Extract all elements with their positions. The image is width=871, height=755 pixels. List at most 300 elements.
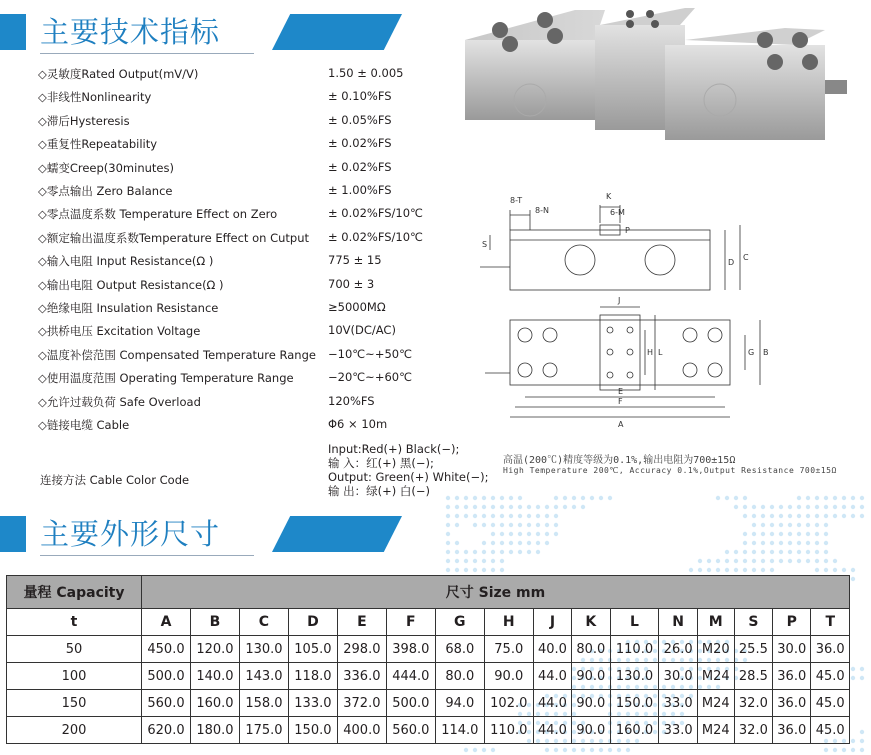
decoration-dot	[698, 559, 702, 563]
decoration-dot	[500, 514, 504, 518]
spec-row	[38, 160, 468, 182]
decoration-dot	[743, 559, 747, 563]
decoration-dot	[860, 496, 864, 500]
decoration-dot	[536, 523, 540, 527]
spec-label: ◇额定输出温度系数Temperature Effect on Cutput	[38, 230, 310, 245]
cable-color-code-label: 连接方法 Cable Color Code	[40, 473, 190, 487]
decoration-dot	[455, 523, 459, 527]
decoration-dot	[761, 559, 765, 563]
decoration-dot	[482, 514, 486, 518]
size-cell: 94.0	[435, 690, 484, 717]
section-marker	[0, 14, 26, 50]
size-cell: 444.0	[386, 663, 435, 690]
spec-label: ◇输入电阻 Input Resistance(Ω )	[38, 254, 214, 269]
decoration-dot	[482, 541, 486, 545]
decoration-dot	[833, 496, 837, 500]
decoration-dot	[806, 523, 810, 527]
decoration-dot	[815, 559, 819, 563]
decoration-dot	[473, 559, 477, 563]
decoration-dot	[743, 532, 747, 536]
decoration-dot	[509, 541, 513, 545]
spec-row	[38, 136, 468, 158]
decoration-dot	[518, 505, 522, 509]
spec-value: ± 0.10%FS	[328, 89, 392, 104]
decoration-dot	[545, 532, 549, 536]
decoration-dot	[509, 505, 513, 509]
decoration-dot	[446, 505, 450, 509]
spec-value: 775 ± 15	[328, 253, 382, 268]
decoration-dot	[446, 550, 450, 554]
divider	[40, 53, 254, 54]
decoration-dot	[446, 523, 450, 527]
dim-label: G	[748, 348, 755, 357]
size-cell: 80.0	[435, 663, 484, 690]
column-header: T	[811, 609, 850, 636]
decoration-dot	[545, 514, 549, 518]
decoration-dot	[482, 748, 486, 752]
size-cell: 110.0	[610, 636, 659, 663]
load-cell-photo	[455, 0, 855, 160]
size-cell: 175.0	[239, 717, 288, 744]
decoration-dot	[482, 568, 486, 572]
spec-value: ± 0.02%FS	[328, 159, 392, 174]
size-cell: 68.0	[435, 636, 484, 663]
decoration-dot	[491, 496, 495, 500]
spec-row	[38, 370, 468, 392]
decoration-dot	[500, 559, 504, 563]
dimension-drawing	[470, 185, 800, 445]
decoration-dot	[752, 532, 756, 536]
decoration-dot	[509, 496, 513, 500]
decoration-dot	[743, 568, 747, 572]
size-cell: 143.0	[239, 663, 288, 690]
decoration-dot	[590, 496, 594, 500]
decoration-dot	[491, 505, 495, 509]
decoration-dot	[572, 748, 576, 752]
spec-value: ± 0.02%FS	[328, 136, 392, 151]
decoration-dot	[842, 505, 846, 509]
decoration-dot	[572, 496, 576, 500]
decoration-dot	[482, 505, 486, 509]
decoration-dot	[770, 559, 774, 563]
decoration-dot	[761, 532, 765, 536]
decoration-dot	[779, 523, 783, 527]
column-header: M	[697, 609, 734, 636]
decoration-dot	[788, 523, 792, 527]
decoration-dot	[806, 514, 810, 518]
decoration-dot	[491, 559, 495, 563]
size-cell: 45.0	[811, 717, 850, 744]
spec-row	[38, 183, 468, 205]
spec-row	[38, 277, 468, 299]
unit-header: t	[7, 609, 142, 636]
dim-label: 6-M	[610, 208, 625, 217]
decoration-dot	[779, 541, 783, 545]
decoration-dot	[860, 514, 864, 518]
decoration-dot	[455, 514, 459, 518]
decoration-dot	[527, 505, 531, 509]
decoration-dot	[743, 541, 747, 545]
dim-label: J	[618, 296, 621, 305]
decoration-dot	[779, 550, 783, 554]
spec-value: 120%FS	[328, 393, 375, 408]
section-header-dimensions	[0, 510, 404, 558]
spec-label: ◇绝缘电阻 Insulation Resistance	[38, 301, 219, 315]
decoration-dot	[716, 496, 720, 500]
size-cell: 560.0	[386, 717, 435, 744]
decoration-dot	[743, 496, 747, 500]
spec-label: ◇输出电阻 Output Resistance(Ω )	[38, 277, 224, 292]
note-chinese: 高温(200℃)精度等级为0.1%,输出电阻为700±15Ω	[503, 455, 736, 466]
table-row	[7, 717, 850, 744]
spec-label: ◇非线性Nonlinearity	[38, 90, 152, 105]
decoration-dot	[536, 505, 540, 509]
spec-value: Φ6 × 10m	[328, 417, 388, 431]
decoration-dot	[518, 541, 522, 545]
section-tab-decoration	[272, 516, 402, 552]
decoration-dot	[509, 523, 513, 527]
decoration-dot	[842, 748, 846, 752]
table-row	[7, 636, 850, 663]
decoration-dot	[806, 541, 810, 545]
size-cell: 180.0	[190, 717, 239, 744]
decoration-dot	[824, 523, 828, 527]
decoration-dot	[815, 568, 819, 572]
size-cell: 140.0	[190, 663, 239, 690]
spec-label: ◇链接电缆 Cable	[38, 418, 130, 432]
decoration-dot	[482, 496, 486, 500]
decoration-dot	[815, 514, 819, 518]
size-cell: 90.0	[572, 717, 610, 744]
decoration-dot	[734, 496, 738, 500]
decoration-dot	[824, 514, 828, 518]
column-header: F	[386, 609, 435, 636]
decoration-dot	[725, 496, 729, 500]
decoration-dot	[491, 748, 495, 752]
decoration-dot	[554, 523, 558, 527]
dim-label: S	[482, 240, 488, 249]
decoration-dot	[797, 532, 801, 536]
decoration-dot	[698, 568, 702, 572]
column-header: H	[484, 609, 533, 636]
decoration-dot	[860, 748, 864, 752]
size-cell: M20	[697, 636, 734, 663]
decoration-dot	[851, 748, 855, 752]
decoration-dot	[527, 532, 531, 536]
dim-label: E	[618, 387, 624, 396]
decoration-dot	[464, 568, 468, 572]
section-header-specs	[0, 8, 404, 56]
decoration-dot	[851, 577, 855, 581]
decoration-dot	[464, 748, 468, 752]
decoration-dot	[851, 739, 855, 743]
decoration-dot	[797, 514, 801, 518]
spec-value: 10V(DC/AC)	[328, 323, 396, 338]
dim-label: A	[618, 420, 624, 429]
decoration-dot	[851, 667, 855, 671]
decoration-dot	[518, 514, 522, 518]
decoration-dot	[455, 496, 459, 500]
size-cell: 133.0	[288, 690, 337, 717]
decoration-dot	[761, 523, 765, 527]
column-header: L	[610, 609, 659, 636]
size-cell: 336.0	[337, 663, 386, 690]
size-cell: 90.0	[484, 663, 533, 690]
decoration-dot	[446, 514, 450, 518]
decoration-dot	[824, 748, 828, 752]
decoration-dot	[743, 505, 747, 509]
column-header: C	[239, 609, 288, 636]
size-cell: 500.0	[386, 690, 435, 717]
decoration-dot	[473, 748, 477, 752]
decoration-dot	[707, 568, 711, 572]
decoration-dot	[536, 550, 540, 554]
decoration-dot	[527, 523, 531, 527]
dim-label: L	[658, 348, 663, 357]
decoration-dot	[473, 523, 477, 527]
decoration-dot	[518, 532, 522, 536]
decoration-dot	[545, 541, 549, 545]
decoration-dot	[797, 496, 801, 500]
decoration-dot	[797, 550, 801, 554]
decoration-dot	[500, 568, 504, 572]
capacity-header: 量程 Capacity	[7, 576, 142, 609]
decoration-dot	[716, 568, 720, 572]
column-header: N	[659, 609, 697, 636]
decoration-dot	[455, 550, 459, 554]
decoration-dot	[788, 514, 792, 518]
decoration-dot	[851, 496, 855, 500]
decoration-dot	[860, 505, 864, 509]
decoration-dot	[788, 505, 792, 509]
decoration-dot	[608, 496, 612, 500]
decoration-dot	[554, 505, 558, 509]
size-cell: M24	[697, 663, 734, 690]
decoration-dot	[491, 514, 495, 518]
decoration-dot	[518, 523, 522, 527]
cable-line: Output: Green(+) White(−);	[328, 470, 489, 484]
decoration-dot	[482, 559, 486, 563]
decoration-dot	[554, 496, 558, 500]
decoration-dot	[527, 514, 531, 518]
size-cell: 36.0	[773, 690, 811, 717]
size-cell: 160.0	[190, 690, 239, 717]
spec-value: ≥5000MΩ	[328, 300, 386, 314]
section-marker	[0, 516, 26, 552]
dim-label: C	[743, 253, 749, 262]
decoration-dot	[617, 748, 621, 752]
decoration-dot	[833, 514, 837, 518]
decoration-dot	[752, 568, 756, 572]
size-cell: 450.0	[142, 636, 191, 663]
section-title: 主要外形尺寸	[40, 517, 221, 551]
decoration-dot	[536, 541, 540, 545]
spec-value: ± 0.02%FS/10℃	[328, 206, 423, 221]
section-title: 主要技术指标	[40, 15, 221, 49]
decoration-dot	[482, 523, 486, 527]
table-row	[7, 663, 850, 690]
size-cell: 44.0	[533, 690, 571, 717]
decoration-dot	[752, 505, 756, 509]
decoration-dot	[455, 505, 459, 509]
decoration-dot	[842, 568, 846, 572]
decoration-dot	[509, 532, 513, 536]
cable-line: Input:Red(+) Black(−);	[328, 442, 460, 456]
decoration-dot	[473, 550, 477, 554]
decoration-dot	[518, 550, 522, 554]
column-header: A	[142, 609, 191, 636]
spec-row	[38, 347, 468, 369]
decoration-dot	[788, 550, 792, 554]
decoration-dot	[446, 532, 450, 536]
decoration-dot	[761, 568, 765, 572]
decoration-dot	[500, 550, 504, 554]
spec-label: ◇蠕变Creep(30minutes)	[38, 160, 174, 175]
capacity-cell: 150	[7, 690, 142, 717]
decoration-dot	[545, 748, 549, 752]
spec-value: ± 0.02%FS/10℃	[328, 229, 423, 244]
spec-label: ◇温度补偿范围 Compensated Temperature Range	[38, 347, 316, 362]
decoration-dot	[725, 568, 729, 572]
size-cell: 110.0	[484, 717, 533, 744]
size-cell: 158.0	[239, 690, 288, 717]
decoration-dot	[563, 505, 567, 509]
size-cell: 372.0	[337, 690, 386, 717]
cable-line: 输 出：绿(+) 白(−)	[328, 484, 431, 498]
decoration-dot	[752, 541, 756, 545]
decoration-dot	[734, 559, 738, 563]
decoration-dot	[734, 568, 738, 572]
decoration-dot	[770, 523, 774, 527]
size-cell: 398.0	[386, 636, 435, 663]
spec-label: ◇重复性Repeatability	[38, 137, 158, 152]
decoration-dot	[860, 739, 864, 743]
decoration-dot	[824, 496, 828, 500]
decoration-dot	[824, 505, 828, 509]
decoration-dot	[455, 541, 459, 545]
decoration-dot	[734, 550, 738, 554]
decoration-dot	[752, 550, 756, 554]
decoration-dot	[446, 559, 450, 563]
decoration-dot	[815, 541, 819, 545]
decoration-dot	[851, 676, 855, 680]
size-cell: 105.0	[288, 636, 337, 663]
decoration-dot	[500, 496, 504, 500]
spec-row	[38, 230, 468, 252]
size-cell: 150.0	[610, 690, 659, 717]
decoration-dot	[797, 505, 801, 509]
decoration-dot	[500, 523, 504, 527]
spec-value: 1.50 ± 0.005	[328, 66, 404, 80]
decoration-dot	[446, 568, 450, 572]
size-cell: 30.0	[659, 663, 697, 690]
spec-row	[38, 253, 468, 275]
spec-row	[38, 89, 468, 111]
decoration-dot	[815, 532, 819, 536]
dim-label: H	[647, 348, 654, 357]
decoration-dot	[788, 541, 792, 545]
spec-label: ◇灵敏度Rated Output(mV/V)	[38, 67, 199, 81]
dim-label: 8-N	[535, 206, 549, 215]
decoration-dot	[788, 532, 792, 536]
decoration-dot	[779, 514, 783, 518]
table-row	[7, 690, 850, 717]
dim-label: D	[728, 258, 735, 267]
decoration-dot	[788, 559, 792, 563]
decoration-dot	[464, 550, 468, 554]
decoration-dot	[851, 505, 855, 509]
decoration-dot	[500, 541, 504, 545]
spec-row	[38, 323, 468, 345]
decoration-dot	[770, 505, 774, 509]
decoration-dot	[770, 568, 774, 572]
decoration-dot	[581, 748, 585, 752]
decoration-dot	[725, 559, 729, 563]
decoration-dot	[815, 505, 819, 509]
decoration-dot	[554, 532, 558, 536]
spec-row	[38, 206, 468, 228]
decoration-dot	[824, 550, 828, 554]
spec-value: −20℃~+60℃	[328, 370, 413, 385]
decoration-dot	[491, 568, 495, 572]
decoration-dot	[509, 550, 513, 554]
decoration-dot	[761, 514, 765, 518]
size-cell: 36.0	[773, 663, 811, 690]
decoration-dot	[464, 514, 468, 518]
divider	[40, 555, 254, 556]
dim-label: F	[618, 397, 623, 406]
decoration-dot	[473, 568, 477, 572]
decoration-dot	[797, 541, 801, 545]
size-cell: 26.0	[659, 636, 697, 663]
decoration-dot	[509, 514, 513, 518]
size-cell: 620.0	[142, 717, 191, 744]
size-cell: 400.0	[337, 717, 386, 744]
decoration-dot	[743, 550, 747, 554]
decoration-dot	[833, 559, 837, 563]
decoration-dot	[554, 748, 558, 752]
spec-label: ◇零点温度系数 Temperature Effect on Zero	[38, 207, 278, 222]
decoration-dot	[815, 496, 819, 500]
decoration-dot	[806, 550, 810, 554]
size-cell: 80.0	[572, 636, 610, 663]
dim-label: K	[606, 192, 612, 201]
decoration-dot	[572, 505, 576, 509]
size-cell: 114.0	[435, 717, 484, 744]
decoration-dot	[797, 523, 801, 527]
size-cell: 25.5	[734, 636, 772, 663]
decoration-dot	[779, 559, 783, 563]
size-cell: 45.0	[811, 663, 850, 690]
cable-line: 输 入：红(+) 黑(−);	[328, 456, 434, 470]
decoration-dot	[563, 496, 567, 500]
capacity-cell: 50	[7, 636, 142, 663]
spec-row	[38, 394, 468, 416]
column-header: P	[773, 609, 811, 636]
high-temp-note	[503, 451, 837, 475]
decoration-dot	[689, 568, 693, 572]
size-cell: M24	[697, 717, 734, 744]
decoration-dot	[761, 505, 765, 509]
decoration-dot	[833, 505, 837, 509]
size-cell: 120.0	[190, 636, 239, 663]
spec-value: −10℃~+50℃	[328, 346, 413, 361]
column-header: D	[288, 609, 337, 636]
decoration-dot	[707, 559, 711, 563]
spec-label: ◇允许过载负荷 Safe Overload	[38, 394, 201, 409]
column-header: E	[337, 609, 386, 636]
decoration-dot	[500, 532, 504, 536]
